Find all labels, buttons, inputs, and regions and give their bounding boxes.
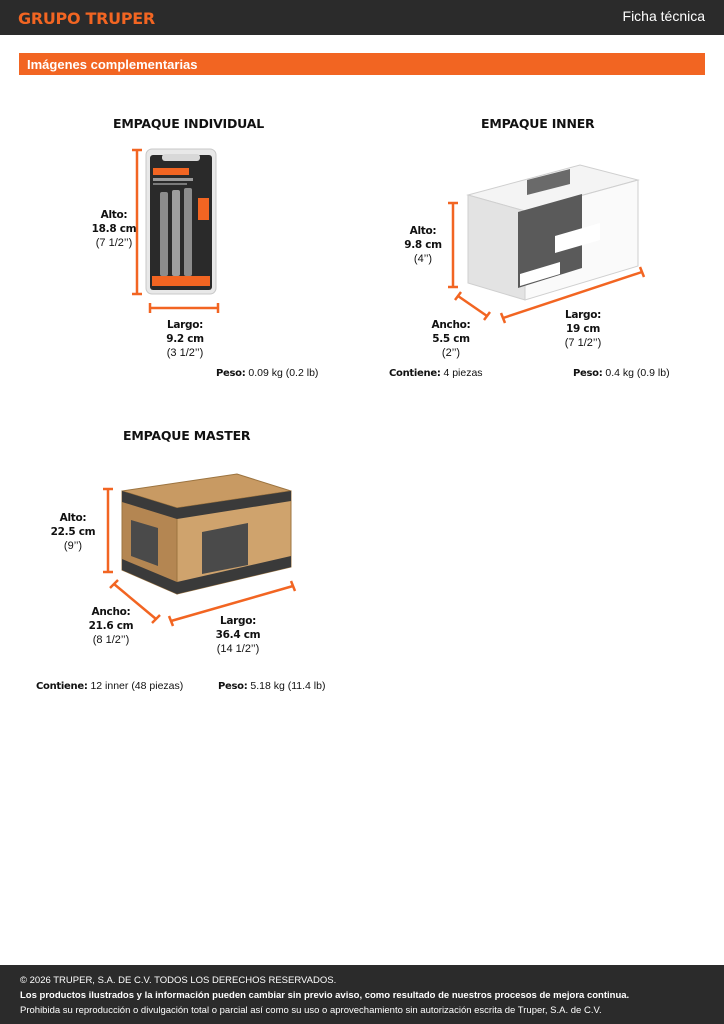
inner-height [384, 224, 462, 266]
master-height-label: Alto: [59, 512, 87, 524]
master-height-imperial: (9’’) [63, 540, 83, 552]
individual-length-metric: 9.2 cm [166, 333, 204, 345]
inner-length-label: Largo: [564, 309, 602, 321]
inner-width-imperial: (2’’) [441, 347, 461, 359]
individual-length [144, 318, 226, 360]
individual-package-image [146, 149, 216, 294]
footer [0, 965, 724, 1024]
individual-height-imperial: (7 1/2’’) [95, 237, 133, 249]
master-width-metric: 21.6 cm [88, 620, 134, 632]
inner-contents [389, 367, 483, 379]
master-heading: EMPAQUE MASTER [123, 428, 251, 443]
individual-weight [216, 367, 318, 379]
footer-legal: Prohibida su reproducción o divulgación total o parcial así como su uso o aprovechamiento sin autorización escrita de Truper, S.A. de C.V. [20, 1005, 602, 1016]
individual-height [73, 208, 155, 250]
master-length-metric: 36.4 cm [215, 629, 261, 641]
inner-length [544, 308, 622, 350]
inner-width-metric: 5.5 cm [432, 333, 470, 345]
inner-weight-value: 0.4 kg (0.9 lb) [605, 367, 670, 379]
master-contents [36, 680, 183, 692]
master-package-image [122, 474, 291, 594]
individual-heading: EMPAQUE INDIVIDUAL [113, 116, 264, 131]
master-length [198, 614, 278, 656]
master-width-label: Ancho: [91, 606, 131, 618]
master-length-label: Largo: [219, 615, 257, 627]
inner-height-label: Alto: [409, 225, 437, 237]
master-weight-value: 5.18 kg (11.4 lb) [250, 680, 326, 692]
inner-width [412, 318, 490, 360]
footer-notice: Los productos ilustrados y la información pueden cambiar sin previo aviso, como resultado de nuestros procesos de mejora continua. [20, 990, 630, 1001]
master-height-metric: 22.5 cm [50, 526, 96, 538]
master-height [34, 511, 112, 553]
master-length-imperial: (14 1/2’’) [216, 643, 260, 655]
inner-heading: EMPAQUE INNER [481, 116, 595, 131]
inner-contents-value: 4 piezas [443, 367, 483, 379]
inner-length-imperial: (7 1/2’’) [564, 337, 602, 349]
individual-length-imperial: (3 1/2’’) [166, 347, 204, 359]
master-width-imperial: (8 1/2’’) [92, 634, 130, 646]
inner-weight-label: Peso: [573, 368, 603, 379]
inner-length-metric: 19 cm [566, 323, 600, 335]
master-width [72, 605, 150, 647]
truper-logo: GRUPO TRUPER [18, 9, 155, 28]
inner-weight [573, 367, 670, 379]
individual-height-label: Alto: [100, 209, 128, 221]
master-contents-label: Contiene: [36, 681, 88, 692]
section-title: Imágenes complementarias [27, 57, 198, 72]
master-contents-value: 12 inner (48 piezas) [90, 680, 184, 692]
individual-height-metric: 18.8 cm [91, 223, 137, 235]
individual-length-label: Largo: [166, 319, 204, 331]
inner-width-label: Ancho: [431, 319, 471, 331]
inner-height-metric: 9.8 cm [404, 239, 442, 251]
footer-copyright: © 2026 TRUPER, S.A. DE C.V. TODOS LOS DERECHOS RESERVADOS. [20, 975, 337, 986]
inner-contents-label: Contiene: [389, 368, 441, 379]
inner-package-image [468, 165, 638, 300]
document-type: Ficha técnica [622, 8, 705, 24]
master-weight [218, 680, 325, 692]
individual-weight-value: 0.09 kg (0.2 lb) [248, 367, 319, 379]
master-weight-label: Peso: [218, 681, 248, 692]
individual-weight-label: Peso: [216, 368, 246, 379]
inner-height-imperial: (4’’) [413, 253, 433, 265]
